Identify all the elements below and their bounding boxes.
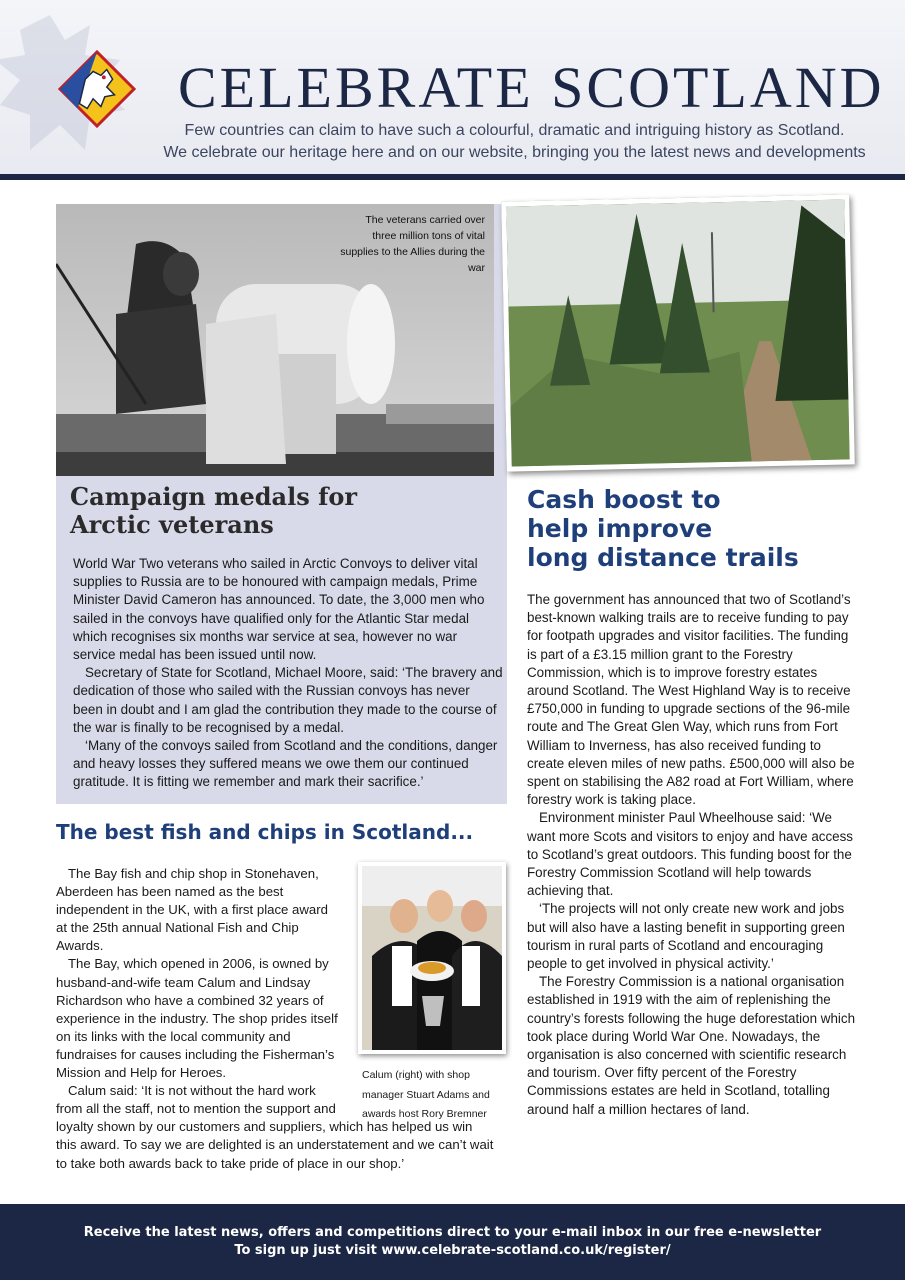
- arctic-photo-caption: The veterans carried over three million tons of vital supplies to the Allies during the war: [340, 214, 485, 274]
- trails-headline: [527, 485, 799, 572]
- trails-article-body: [527, 591, 855, 1119]
- arctic-article-body: [73, 555, 503, 792]
- page-header: [0, 0, 905, 176]
- header-tagline: [142, 120, 887, 164]
- trails-headline-line-3: long distance trails: [527, 543, 799, 572]
- trails-paragraph: ‘The projects will not only create new work and jobs but will also have a lasting benefit in supporting green tourism in rural parts of Scotland and encouraging people to get involved in physical activity.’: [527, 901, 845, 972]
- lion-rampant-shield-icon: [58, 50, 136, 128]
- arctic-paragraph: World War Two veterans who sailed in Arctic Convoys to deliver vital supplies to Russia are to be honoured with campaign medals, Prime Minister David Cameron has announced. To date, the 3,000 men who sailed in the convoys have qualified only for the Atlantic Star medal which recognises six months war service at sea, however no war service medal has been issued until now.: [73, 556, 485, 663]
- fish-headline: The best fish and chips in Scotland...: [56, 820, 474, 844]
- trails-headline-line-2: help improve: [527, 514, 713, 543]
- header-rule: [0, 174, 905, 180]
- footer-line-1: Receive the latest news, offers and competitions direct to your e-mail inbox in our free e-newsletter: [83, 1225, 822, 1240]
- newsletter-footer-text: [0, 1224, 905, 1260]
- trails-headline-line-1: Cash boost to: [527, 485, 721, 514]
- fish-article-body: [56, 865, 496, 1173]
- photo-spacer: [346, 861, 496, 1113]
- fish-paragraph: Calum said: ‘It is not without the hard work from all the staff, not to mention the support and loyalty shown by our customers and suppliers, which has helped us win this award. To say we are delighted is an understatement and we can’t wait to take both awards back to take pride of place in our shop.’: [56, 1083, 494, 1171]
- page-title: CELEBRATE SCOTLAND: [178, 55, 885, 120]
- trails-paragraph: Environment minister Paul Wheelhouse said: ‘We want more Scots and visitors to enjoy and have access to Scotland’s great outdoors. This funding boost for the Forestry Commission Scotland will help towards achieving that.: [527, 810, 854, 899]
- arctic-paragraph: ‘Many of the convoys sailed from Scotland and the conditions, danger and heavy losses they suffered means we owe them our continued gratitude. It is fitting we remember and mark their sacrifice.’: [73, 738, 498, 790]
- arctic-headline-line-2: Arctic veterans: [70, 510, 274, 539]
- trails-paragraph: The Forestry Commission is a national organisation established in 1919 with the aim of replenishing the country’s forests following the huge deforestation which took place during World War One. Nowadays, the organisation is also concerned with scientific research and tourism. Over fifty percent of the Forestry Commissions estates are held in Scotland, totalling around half a million hectares of land.: [527, 974, 856, 1117]
- tagline-line-2: We celebrate our heritage here and on our website, bringing you the latest news and developments: [163, 144, 866, 161]
- arctic-headline-line-1: Campaign medals for: [70, 482, 358, 511]
- arctic-headline: [70, 483, 357, 539]
- trails-paragraph: The government has announced that two of Scotland’s best-known walking trails are to receive funding to pay for footpath upgrades and visitor facilities. The funding is part of a £3.15 million grant to the Forestry Commission, which is to improve forestry estates around Scotland. The West Highland Way is to receive £750,000 in funding to upgrade sections of the 96-mile route and The Great Glen Way, which runs from Fort William to Inverness, has also received funding to create eleven miles of new paths. £500,000 will also be spent on stabilising the A82 road at Fort William, where forestry work is taking place.: [527, 592, 855, 808]
- fish-paragraph: The Bay, which opened in 2006, is owned by husband-and-wife team Calum and Lindsay Richardson who have a combined 32 years of experience in the industry. The shop prides itself on its links with the local community and fundraises for causes including the Fisherman’s Mission and Help for Heroes.: [56, 956, 338, 1081]
- arctic-paragraph: Secretary of State for Scotland, Michael Moore, said: ‘The bravery and dedication of those who sailed with the Russian convoys has never been in doubt and I am glad the contribution they made to the course of the war is finally to be recognised by a medal.: [73, 665, 503, 735]
- tagline-line-1: Few countries can claim to have such a colourful, dramatic and intriguing history as Scotland.: [184, 122, 845, 139]
- fish-paragraph: The Bay fish and chip shop in Stonehaven, Aberdeen has been named as the best independent in the UK, with a first place award at the 25th annual National Fish and Chip Awards.: [56, 866, 328, 954]
- footer-register-link[interactable]: To sign up just visit www.celebrate-scotland.co.uk/register/: [234, 1243, 671, 1258]
- fish-photo-caption: Calum (right) with shop manager Stuart Adams and awards host Rory Bremner: [362, 1069, 490, 1120]
- forest-trail-photo: [501, 194, 855, 471]
